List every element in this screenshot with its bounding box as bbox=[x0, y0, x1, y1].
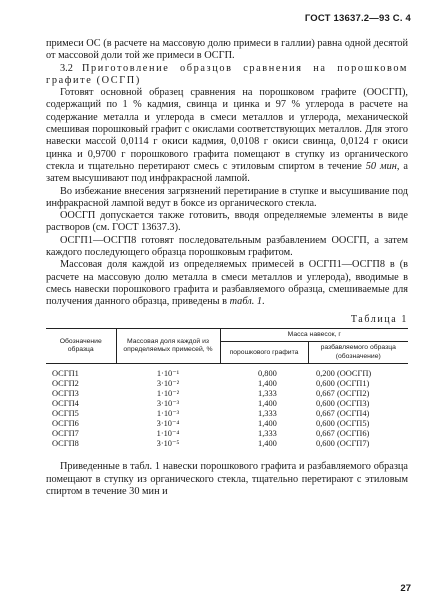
table-row bbox=[46, 389, 408, 399]
cell-diluted: 0,667 (ОСГП4) bbox=[316, 409, 370, 419]
cell-fraction: 1·10⁻⁴ bbox=[156, 429, 180, 439]
cell-diluted: 0,667 (ОСГП2) bbox=[316, 389, 370, 399]
cell-graphite: 1,400 bbox=[258, 379, 277, 389]
cell-diluted: 0,600 (ОСГП5) bbox=[316, 419, 370, 429]
paragraph-3-time: 50 мин bbox=[365, 160, 397, 172]
cell-sample: ОСГП5 bbox=[52, 409, 79, 419]
page-number: 27 bbox=[400, 583, 411, 594]
cell-graphite: 0,800 bbox=[220, 364, 308, 380]
cell-sample: ОСГП1 bbox=[46, 364, 116, 380]
header-graphite: порошкового графита bbox=[220, 342, 308, 364]
cell-fraction: 1·10⁻³ bbox=[156, 409, 180, 419]
cell-sample: ОСГП3 bbox=[52, 389, 79, 399]
page-header: ГОСТ 13637.2—93 С. 4 bbox=[304, 13, 411, 24]
cell-diluted: 0,600 (ОСГП3) bbox=[316, 399, 370, 409]
paragraph-8: Приведенные в табл. 1 навески порошкового графита и разбавляемого образца помещают в ступку из органического стекла, тщательно перетирают с этиловым спиртом в течение 30 мин и bbox=[46, 461, 408, 497]
table-row bbox=[46, 419, 408, 429]
section-number: 3.2 bbox=[60, 62, 73, 74]
cell-diluted: 0,200 (ООСГП) bbox=[308, 364, 408, 380]
cell-fraction: 1·10⁻² bbox=[156, 389, 180, 399]
paragraph-1: примеси ОС (в расчете на массовую долю примеси в галлии) равна одной десятой от массовой доли той же примеси в ОСГП. bbox=[46, 38, 408, 62]
cell-fraction: 3·10⁻² bbox=[156, 379, 180, 389]
section-title: Приготовление образцов сравнения на порошковом графите (ОСГП) bbox=[46, 62, 408, 86]
table-row bbox=[46, 429, 408, 439]
table-row bbox=[46, 379, 408, 389]
paragraph-4: Во избежание внесения загрязнений перетирание в ступке и высушивание под инфракрасной лампой ведут в боксе из органического стекла. bbox=[46, 185, 408, 209]
table-row bbox=[46, 364, 408, 380]
cell-fraction: 1·10⁻¹ bbox=[116, 364, 220, 380]
header-mass-group: Масса навесок, г bbox=[220, 328, 408, 342]
table-row bbox=[46, 409, 408, 419]
table-body bbox=[46, 364, 408, 450]
cell-graphite: 1,333 bbox=[258, 389, 277, 399]
paragraph-3-text-a: Готовят основной образец сравнения на порошковом графите (ООСГП), содержащий по 1 % кадмия, свинца и цинка и 97 % углерода в расчете на содержание металла и углерода в смеси металлов и углерода, механической смешивая порошковый графит с окислами соответствующих металлов. Для этого навески массой 0,0114 г окиси кадмия, 0,0108 г окиси свинца, 0,0124 г окиси цинка и 0,9700 г порошкового графита помещают в ступку из органического стекла и тщательно перетирают смесь с этиловым спиртом в течение bbox=[46, 87, 408, 172]
cell-sample: ОСГП4 bbox=[52, 399, 79, 409]
section-heading-3-2 bbox=[46, 63, 408, 88]
table-reference: табл. 1 bbox=[229, 296, 263, 308]
paragraph-3 bbox=[46, 87, 408, 185]
cell-graphite: 1,333 bbox=[258, 409, 277, 419]
paragraph-7-text-a: Массовая доля каждой из определяемых примесей в ОСГП1—ОСГП8 в (в расчете на массовую долю металла в смеси металлов и углерода), вводимые в смесь навески порошкового графита и разбавляемого образца, смешиваемые для получения данного образца, приведены в bbox=[46, 259, 408, 308]
cell-fraction: 3·10⁻³ bbox=[156, 399, 180, 409]
cell-fraction: 3·10⁻⁵ bbox=[156, 439, 180, 449]
cell-diluted: 0,600 (ОСГП1) bbox=[316, 379, 370, 389]
cell-sample: ОСГП2 bbox=[52, 379, 79, 389]
paragraph-7 bbox=[46, 259, 408, 308]
cell-sample: ОСГП8 bbox=[52, 439, 79, 449]
table-row bbox=[46, 439, 408, 449]
cell-fraction: 3·10⁻⁴ bbox=[156, 419, 180, 429]
header-sample: Обозначение образца bbox=[46, 328, 116, 364]
cell-sample: ОСГП7 bbox=[52, 429, 79, 439]
table-row bbox=[46, 399, 408, 409]
cell-graphite: 1,333 bbox=[258, 429, 277, 439]
cell-graphite: 1,400 bbox=[258, 419, 277, 429]
paragraph-5: ООСГП допускается также готовить, вводя определяемые элементы в виде растворов (см. ГОСТ 13637.3). bbox=[46, 210, 408, 234]
cell-sample: ОСГП6 bbox=[52, 419, 79, 429]
data-table bbox=[46, 328, 408, 450]
header-fraction: Массовая доля каждой из определяемых примесей, % bbox=[116, 328, 220, 364]
cell-diluted: 0,667 (ОСГП6) bbox=[316, 429, 370, 439]
cell-graphite: 1,400 bbox=[258, 399, 277, 409]
cell-diluted: 0,600 (ОСГП7) bbox=[316, 439, 370, 449]
body-text bbox=[46, 38, 408, 498]
paragraph-7-text-b: . bbox=[262, 296, 265, 308]
paragraph-3-text-b: , а затем высушивают под инфракрасной лампой. bbox=[46, 160, 408, 185]
cell-graphite: 1,400 bbox=[258, 439, 277, 449]
header-diluted: разбавляемого образца (обозначение) bbox=[308, 342, 408, 364]
table-caption: Таблица 1 bbox=[350, 313, 408, 325]
paragraph-6: ОСГП1—ОСГП8 готовят последовательным разбавлением ООСГП, а затем каждого последующего образца порошковым графитом. bbox=[46, 234, 408, 259]
